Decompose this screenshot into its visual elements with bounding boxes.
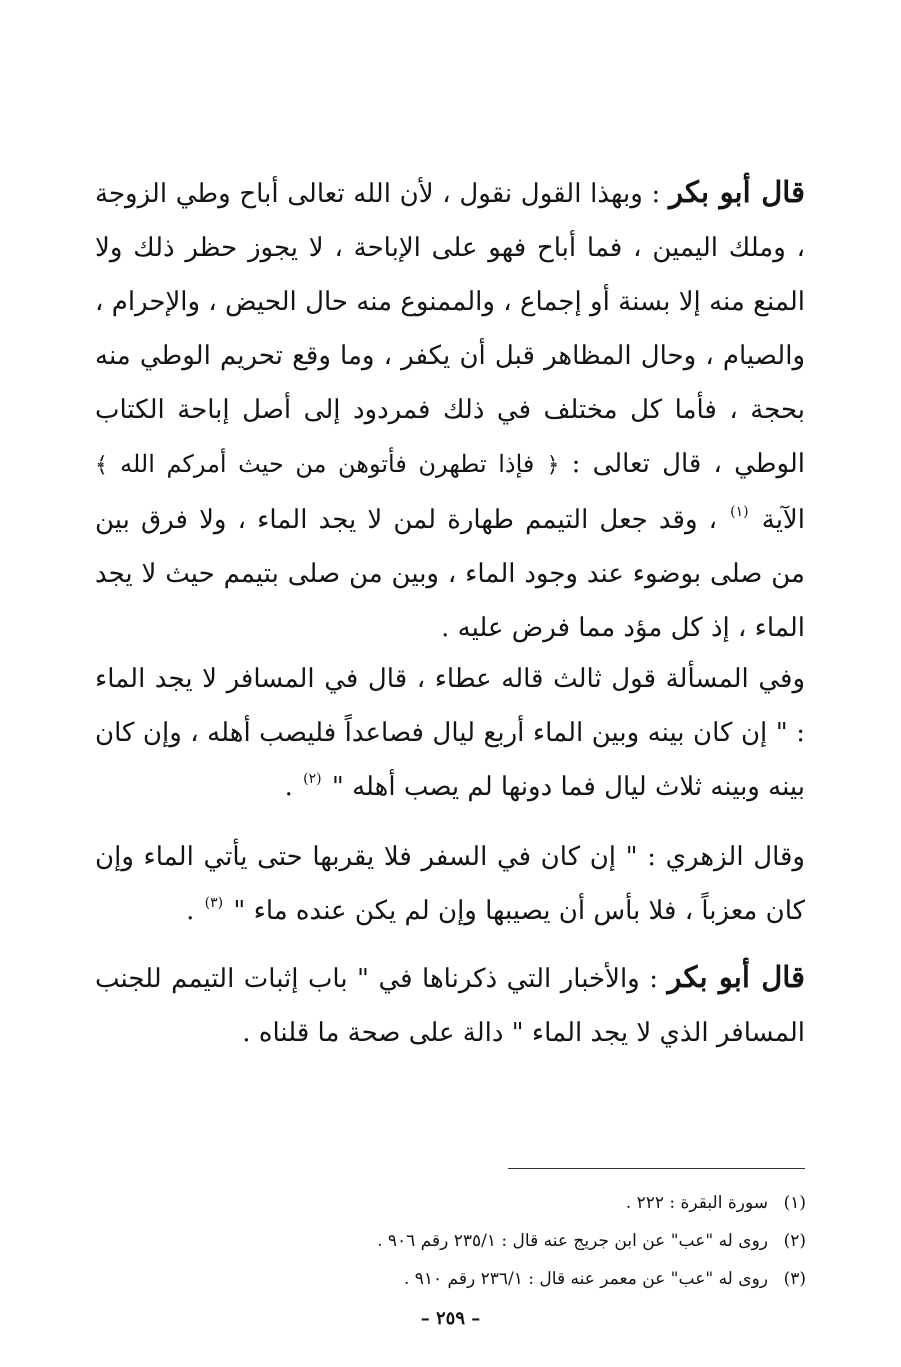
paragraph-lead: قال أبو بكر: [668, 175, 805, 209]
footnote-text: سورة البقرة : ٢٢٢ .: [625, 1193, 768, 1213]
footnote-number: (٢): [783, 1231, 806, 1251]
paragraph-text: .: [284, 772, 302, 802]
footnote-divider: [508, 1168, 805, 1169]
footnote-text: روى له "عب" عن معمر عنه قال : ٢٣٦/١ رقم ٩١٠ .: [403, 1269, 768, 1289]
footnote-2: [286, 1222, 806, 1260]
page-number: – ٢٥٩ –: [420, 1308, 481, 1329]
paragraph-text: وقال الزهري : " إن كان في السفر فلا يقربها حتى يأتي الماء وإن كان معزباً ، فلا بأس أن يصيبها وإن لم يكن عنده ماء ": [95, 842, 805, 926]
footnote-ref-2: (٢): [303, 771, 322, 787]
footnotes: [286, 1184, 806, 1298]
paragraph-text: وفي المسألة قول ثالث قاله عطاء ، قال في المسافر لا يجد الماء : " إن كان بينه وبين الماء أربع ليال فصاعداً فليصب أهله ، وإن كان بينه وبينه ثلاث ليال فما دونها لم يصب أهله ": [95, 664, 805, 802]
quran-bracket-open: ﴿: [546, 453, 560, 478]
footnote-1: [286, 1184, 806, 1222]
footnote-number: (١): [783, 1193, 806, 1213]
paragraph-text: الآية: [750, 505, 805, 535]
paragraph-4: [95, 950, 805, 1060]
paragraph-3: [95, 830, 805, 938]
paragraph-text: : وبهذا القول نقول ، لأن الله تعالى أباح وطي الزوجة ، وملك اليمين ، فما أباح فهو على الإباحة ، لا يجوز حظر ذلك ولا المنع منه إلا بسنة أو إجماع ، والممنوع منه حال الحيض ، والإحرام ، والصيام ، وحال المظاهر قبل أن يكفر ، وما وقع تحريم الوطي منه بحجة ، فأما كل مختلف في ذلك فمردود إلى أصل إباحة الكتاب الوطي ، قال تعالى :: [95, 179, 806, 479]
paragraph-1: [95, 165, 805, 655]
paragraph-text: ، وقد جعل التيمم طهارة لمن لا يجد الماء ، ولا فرق بين من صلى بوضوء عند وجود الماء ، وبين من صلى بتيمم حيث لا يجد الماء ، إذ كل مؤد مما فرض عليه .: [95, 505, 805, 643]
quran-bracket-close: ﴾: [95, 453, 108, 478]
paragraph-2: [95, 652, 805, 814]
footnote-ref-3: (٣): [204, 895, 224, 911]
footnote-text: روى له "عب" عن ابن جريج عنه قال : ٢٣٥/١ رقم ٩٠٦ .: [377, 1231, 768, 1251]
footnote-ref-1: (١): [730, 504, 749, 520]
paragraph-text: .: [186, 896, 203, 926]
footnote-3: [286, 1260, 806, 1298]
quran-verse: فإذا تطهرن فأتوهن من حيث أمركم الله: [120, 450, 535, 478]
paragraph-lead: قال أبو بكر: [667, 960, 805, 994]
paragraph-text: : والأخبار التي ذكرناها في " باب إثبات التيمم للجنب المسافر الذي لا يجد الماء " دالة على صحة ما قلناه .: [95, 964, 805, 1048]
footnote-number: (٣): [783, 1269, 806, 1289]
